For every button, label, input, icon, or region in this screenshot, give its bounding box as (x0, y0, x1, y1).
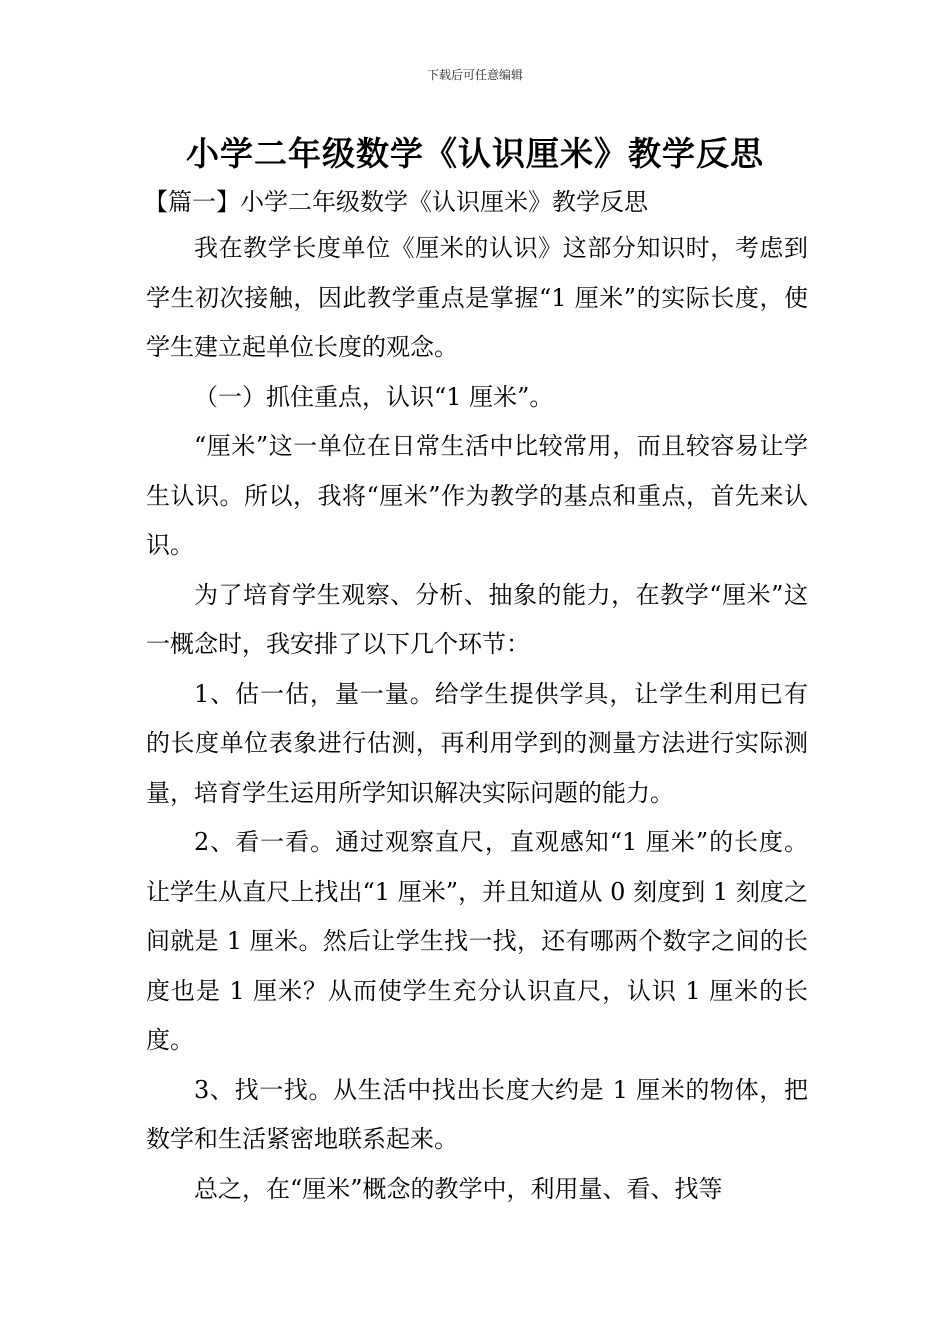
paragraph-intro: 我在教学长度单位《厘米的认识》这部分知识时，考虑到学生初次接触，因此教学重点是掌握“1 厘米”的实际长度，使学生建立起单位长度的观念。 (146, 234, 808, 361)
header-note: 下载后可任意编辑 (426, 68, 523, 82)
section-heading: 【篇一】小学二年级数学《认识厘米》教学反思 (144, 188, 648, 216)
paragraph-centimeter-unit: “厘米”这一单位在日常生活中比较常用，而且较容易让学生认识。所以，我将“厘米”作为教学的基点和重点，首先来认识。 (146, 432, 808, 559)
document-body (146, 224, 808, 1214)
document-title: 小学二年级数学《认识厘米》教学反思 (186, 134, 764, 173)
paragraph-subheading: （一）抓住重点，认识“1 厘米”。 (194, 382, 554, 411)
paragraph-step-3: 3、找一找。从生活中找出长度大约是 1 厘米的物体，把数学和生活紧密地联系起来。 (146, 1075, 808, 1153)
paragraph-step-1: 1、估一估，量一量。给学生提供学具，让学生利用已有的长度单位表象进行估测，再利用学到的测量方法进行实际测量，培育学生运用所学知识解决实际问题的能力。 (146, 679, 808, 807)
paragraph-step-2: 2、看一看。通过观察直尺，直观感知“1 厘米”的长度。让学生从直尺上找出“1 厘米”，并且知道从 0 刻度到 1 刻度之间就是 1 厘米。然后让学生找一找，还有哪两个数字之间的长度也是 1 厘米？从而使学生充分认识直尺，认识 1 厘米的长度。 (146, 828, 808, 1054)
paragraph-steps-intro: 为了培育学生观察、分析、抽象的能力，在教学“厘米”这一概念时，我安排了以下几个环节： (146, 580, 808, 658)
paragraph-summary: 总之，在“厘米”概念的教学中，利用量、看、找等 (194, 1174, 723, 1203)
